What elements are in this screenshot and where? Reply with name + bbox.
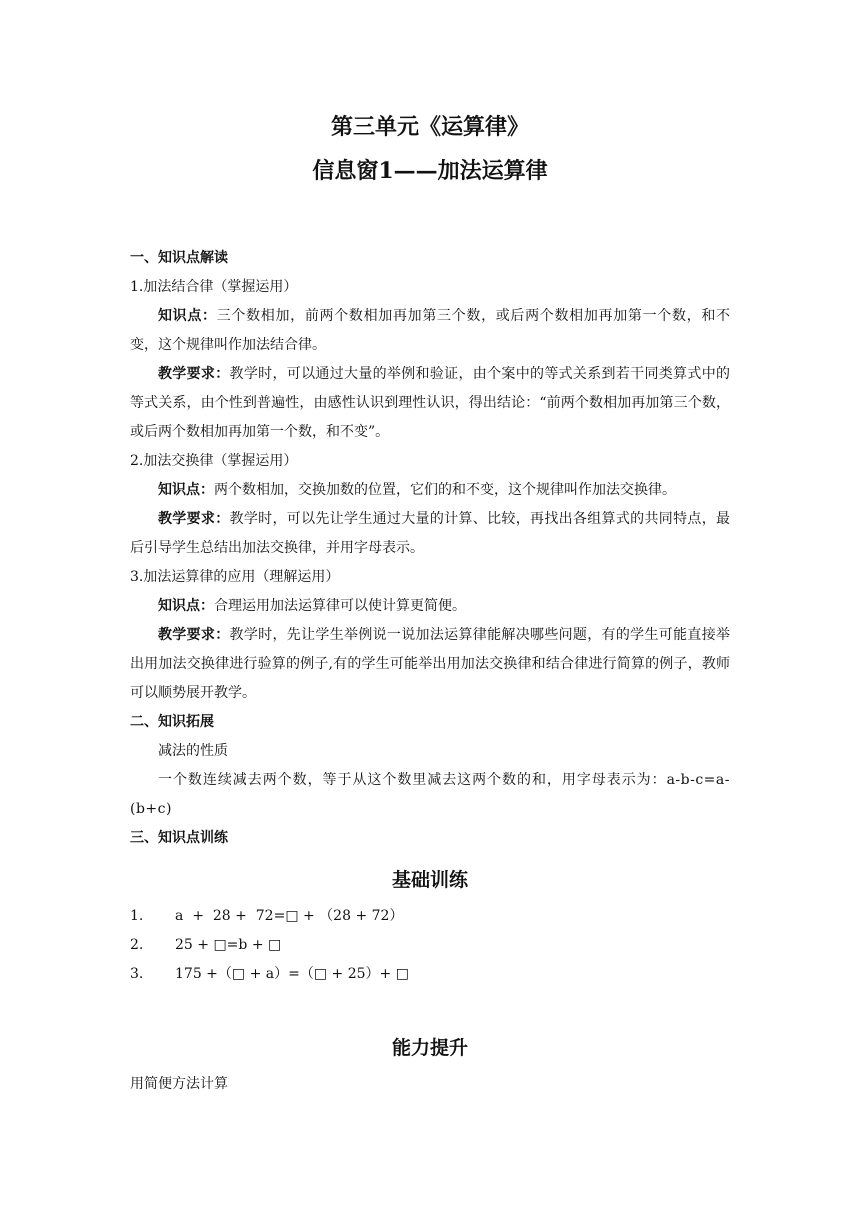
exercise-number: 1. [130,908,144,924]
knowledge-point-text: 合理运用加法运算律可以使计算更简便。 [214,598,466,614]
knowledge-point-label: 知识点： [158,308,217,324]
exercise-expression: 25 + □=b + □ [175,937,282,953]
teaching-requirement-3 [130,621,730,708]
knowledge-point-text: 两个数相加，交换加数的位置，它们的和不变，这个规律叫作加法交换律。 [214,482,676,498]
knowledge-point-3 [130,592,730,621]
section-heading-1: 一、知识点解读 [130,250,228,266]
item-heading-2: 2.加法交换律（掌握运用） [130,453,298,469]
document-title: 第三单元《运算律》 [330,114,529,140]
exercise-number: 2. [130,937,144,953]
basic-training-title: 基础训练 [391,869,468,891]
ability-improvement-title: 能力提升 [391,1037,468,1059]
teaching-requirement-text: 教学时，先让学生举例说一说加法运算律能解决哪些问题，有的学生可能直接举出用加法交换律进行验算的例子,有的学生可能举出用加法交换律和结合律进行简算的例子，教师可以顺势展开教学。 [130,627,731,701]
knowledge-point-2 [130,476,730,505]
advanced-instruction: 用简便方法计算 [130,1076,228,1092]
knowledge-point-text: 三个数相加，前两个数相加再加第三个数，或后两个数相加再加第一个数，和不变，这个规律叫作加法结合律。 [130,308,731,353]
exercise-2 [130,931,730,960]
knowledge-point-label: 知识点： [158,482,214,498]
exercise-expression: a + 28 + 72=□ + （28 + 72） [175,908,404,924]
exercise-1 [130,902,730,931]
teaching-requirement-1 [130,360,730,447]
teaching-requirement-label: 教学要求： [158,627,230,643]
document-body [130,244,730,1099]
knowledge-point-1 [130,302,730,360]
section-heading-3: 三、知识点训练 [130,830,228,846]
knowledge-point-label: 知识点： [158,598,214,614]
exercise-expression: 175 +（□ + a）=（□ + 25）+ □ [175,966,409,982]
item-heading-1: 1.加法结合律（掌握运用） [130,279,298,295]
teaching-requirement-text: 教学时，可以通过大量的举例和验证，由个案中的等式关系到若干同类算式中的等式关系，由个性到普遍性，由感性认识到理性认识，得出结论：“前两个数相加再加第三个数，或后两个数相加再加第一个数，和不变”。 [130,366,731,440]
teaching-requirement-label: 教学要求： [158,366,230,382]
teaching-requirement-2 [130,505,730,563]
teaching-requirement-label: 教学要求： [158,511,230,527]
subtraction-property-heading: 减法的性质 [158,743,228,759]
exercise-number: 3. [130,966,144,982]
document-subtitle: 信息窗1——加法运算律 [312,158,548,184]
exercise-3 [130,960,730,989]
teaching-requirement-text: 教学时，可以先让学生通过大量的计算、比较，再找出各组算式的共同特点，最后引导学生总结出加法交换律，并用字母表示。 [130,511,731,556]
section-heading-2: 二、知识拓展 [130,714,214,730]
subtraction-property-text: 一个数连续减去两个数，等于从这个数里减去这两个数的和，用字母表示为：a-b-c=a-(b+c) [130,772,730,817]
item-heading-3: 3.加法运算律的应用（理解运用） [130,569,340,585]
